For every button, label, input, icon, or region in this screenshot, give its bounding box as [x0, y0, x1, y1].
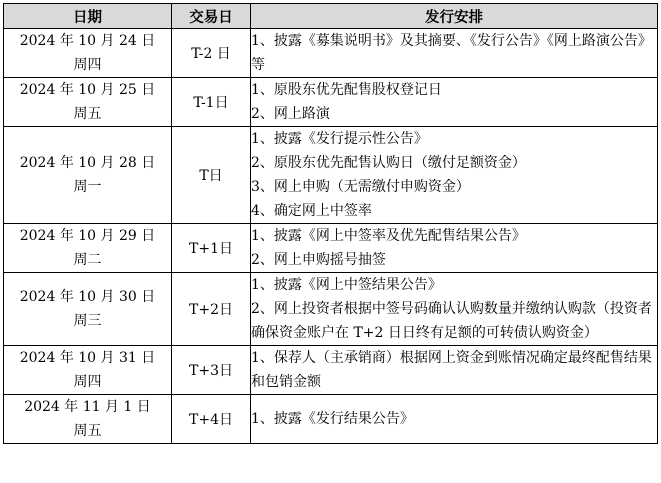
trading-day-cell: T+4日 [172, 395, 251, 444]
arrangement-item: 3、网上申购（无需缴付申购资金） [251, 179, 470, 195]
header-trading-day: 交易日 [172, 4, 251, 29]
date-text: 2024 年 10 月 31 日 [19, 350, 156, 366]
arrangement-cell [251, 224, 658, 273]
schedule-body [4, 29, 658, 444]
trading-day-cell: T+3日 [172, 346, 251, 395]
date-text: 2024 年 11 月 1 日 [24, 399, 151, 415]
date-cell [4, 127, 172, 224]
weekday-text: 周一 [73, 179, 102, 195]
arrangement-item: 2、网上路演 [251, 106, 330, 122]
arrangement-cell [251, 395, 658, 444]
header-arrangement: 发行安排 [251, 4, 658, 29]
arrangement-item: 2、网上投资者根据中签号码确认认购数量并缴纳认购款（投资者确保资金账户在 T+2 日日终有足额的可转债认购资金） [251, 301, 652, 341]
trading-day-cell: T-1日 [172, 78, 251, 127]
arrangement-item: 1、披露《网上中签结果公告》 [251, 277, 442, 293]
table-row [4, 273, 658, 346]
table-row [4, 395, 658, 444]
trading-day-cell: T日 [172, 127, 251, 224]
table-row [4, 346, 658, 395]
date-cell [4, 273, 172, 346]
header-date: 日期 [4, 4, 172, 29]
weekday-text: 周五 [73, 106, 102, 122]
weekday-text: 周三 [73, 313, 102, 329]
date-cell [4, 395, 172, 444]
date-cell [4, 346, 172, 395]
date-text: 2024 年 10 月 24 日 [19, 33, 156, 49]
weekday-text: 周五 [73, 423, 102, 439]
date-text: 2024 年 10 月 30 日 [19, 289, 156, 305]
weekday-text: 周四 [73, 57, 102, 73]
arrangement-item: 1、保荐人（主承销商）根据网上资金到账情况确定最终配售结果和包销金额 [251, 350, 652, 390]
weekday-text: 周四 [73, 374, 102, 390]
trading-day-cell: T-2 日 [172, 29, 251, 78]
date-text: 2024 年 10 月 25 日 [19, 82, 156, 98]
table-row [4, 127, 658, 224]
date-cell [4, 224, 172, 273]
arrangement-cell [251, 127, 658, 224]
date-text: 2024 年 10 月 28 日 [19, 155, 156, 171]
trading-day-cell: T+1日 [172, 224, 251, 273]
arrangement-cell [251, 78, 658, 127]
date-text: 2024 年 10 月 29 日 [19, 228, 156, 244]
table-row [4, 224, 658, 273]
arrangement-item: 2、网上申购摇号抽签 [251, 252, 386, 268]
arrangement-item: 1、披露《发行结果公告》 [251, 411, 414, 427]
arrangement-item: 4、确定网上中签率 [251, 203, 372, 219]
arrangement-item: 1、披露《网上中签率及优先配售结果公告》 [251, 228, 526, 244]
trading-day-cell: T+2日 [172, 273, 251, 346]
arrangement-cell [251, 273, 658, 346]
arrangement-item: 1、披露《募集说明书》及其摘要、《发行公告》《网上路演公告》等 [251, 33, 652, 73]
table-row [4, 78, 658, 127]
header-row [4, 4, 658, 29]
date-cell [4, 78, 172, 127]
weekday-text: 周二 [73, 252, 102, 268]
arrangement-cell [251, 346, 658, 395]
arrangement-item: 1、披露《发行提示性公告》 [251, 131, 428, 147]
arrangement-cell [251, 29, 658, 78]
table-row [4, 29, 658, 78]
date-cell [4, 29, 172, 78]
arrangement-item: 1、原股东优先配售股权登记日 [251, 82, 442, 98]
issuance-schedule-table [3, 3, 658, 444]
arrangement-item: 2、原股东优先配售认购日（缴付足额资金） [251, 155, 526, 171]
